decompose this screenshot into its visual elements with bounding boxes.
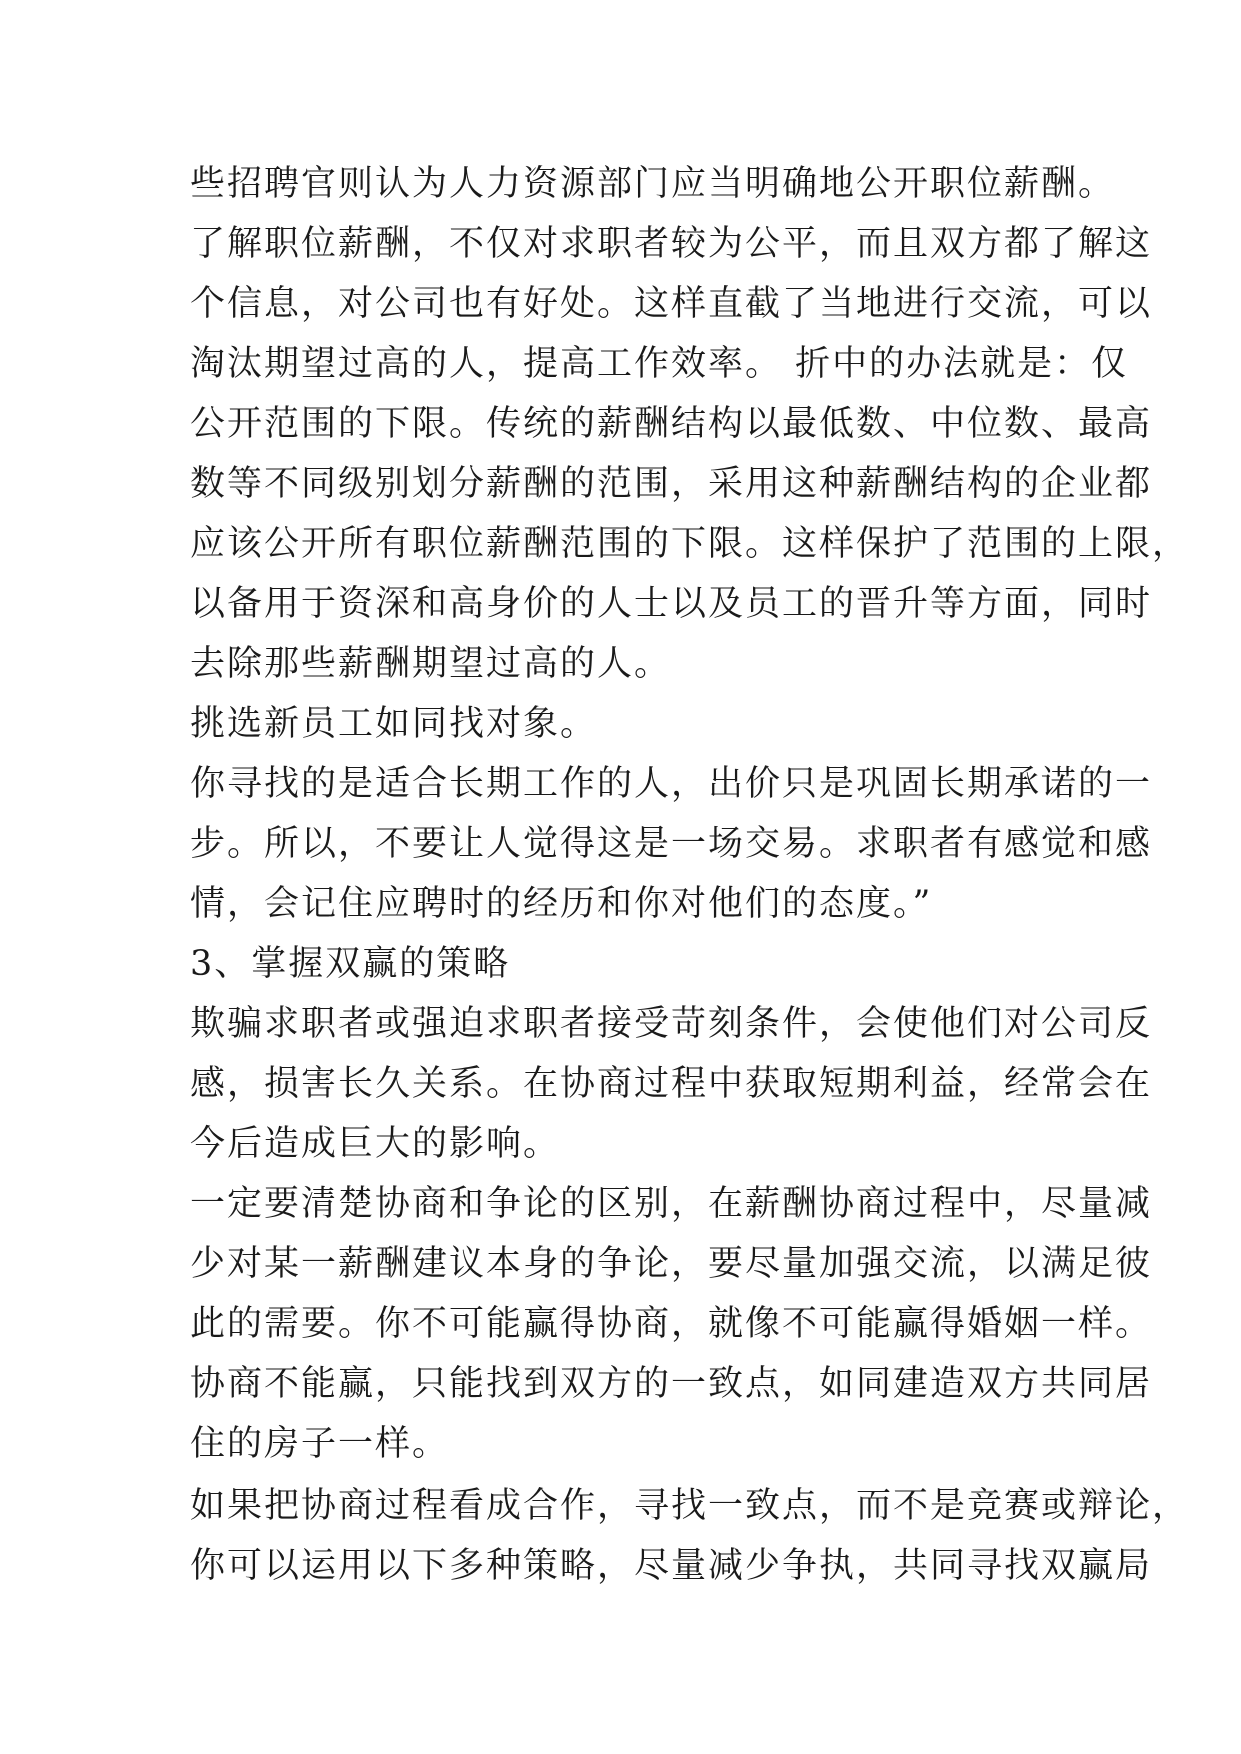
text-line: 你寻找的是适合长期工作的人，出价只是巩固长期承诺的一 bbox=[190, 764, 1153, 804]
text-line: 数等不同级别划分薪酬的范围，采用这种薪酬结构的企业都 bbox=[190, 464, 1153, 504]
text-line: 协商不能赢，只能找到双方的一致点，如同建造双方共同居 bbox=[190, 1364, 1153, 1404]
text-line: 一定要清楚协商和争论的区别，在薪酬协商过程中，尽量减 bbox=[190, 1184, 1153, 1224]
text-line: 欺骗求职者或强迫求职者接受苛刻条件，会使他们对公司反 bbox=[190, 1004, 1153, 1044]
text-line: 感，损害长久关系。在协商过程中获取短期利益，经常会在 bbox=[190, 1064, 1153, 1104]
text-line: 了解职位薪酬，不仅对求职者较为公平，而且双方都了解这 bbox=[190, 224, 1153, 264]
text-line: 去除那些薪酬期望过高的人。 bbox=[190, 644, 672, 684]
text-line: 你可以运用以下多种策略，尽量减少争执，共同寻找双赢局 bbox=[190, 1546, 1153, 1586]
text-line: 此的需要。你不可能赢得协商，就像不可能赢得婚姻一样。 bbox=[190, 1304, 1153, 1344]
text-line: 以备用于资深和高身价的人士以及员工的晋升等方面，同时 bbox=[190, 584, 1153, 624]
text-line: 些招聘官则认为人力资源部门应当明确地公开职位薪酬。 bbox=[190, 164, 1116, 204]
text-line: 如果把协商过程看成合作，寻找一致点，而不是竞赛或辩论， bbox=[190, 1486, 1190, 1526]
text-line: 少对某一薪酬建议本身的争论，要尽量加强交流，以满足彼 bbox=[190, 1244, 1153, 1284]
text-line: 步。所以，不要让人觉得这是一场交易。求职者有感觉和感 bbox=[190, 824, 1153, 864]
text-line: 挑选新员工如同找对象。 bbox=[190, 704, 598, 744]
section-heading: 3、掌握双赢的策略 bbox=[190, 944, 511, 984]
text-line: 情，会记住应聘时的经历和你对他们的态度。” bbox=[190, 884, 933, 924]
text-line: 今后造成巨大的影响。 bbox=[190, 1124, 561, 1164]
text-line: 淘汰期望过高的人，提高工作效率。 折中的办法就是：仅 bbox=[190, 344, 1129, 384]
text-line: 公开范围的下限。传统的薪酬结构以最低数、中位数、最高 bbox=[190, 404, 1153, 444]
text-line: 个信息，对公司也有好处。这样直截了当地进行交流，可以 bbox=[190, 284, 1153, 324]
text-line: 应该公开所有职位薪酬范围的下限。这样保护了范围的上限， bbox=[190, 524, 1190, 564]
text-line: 住的房子一样。 bbox=[190, 1424, 450, 1464]
